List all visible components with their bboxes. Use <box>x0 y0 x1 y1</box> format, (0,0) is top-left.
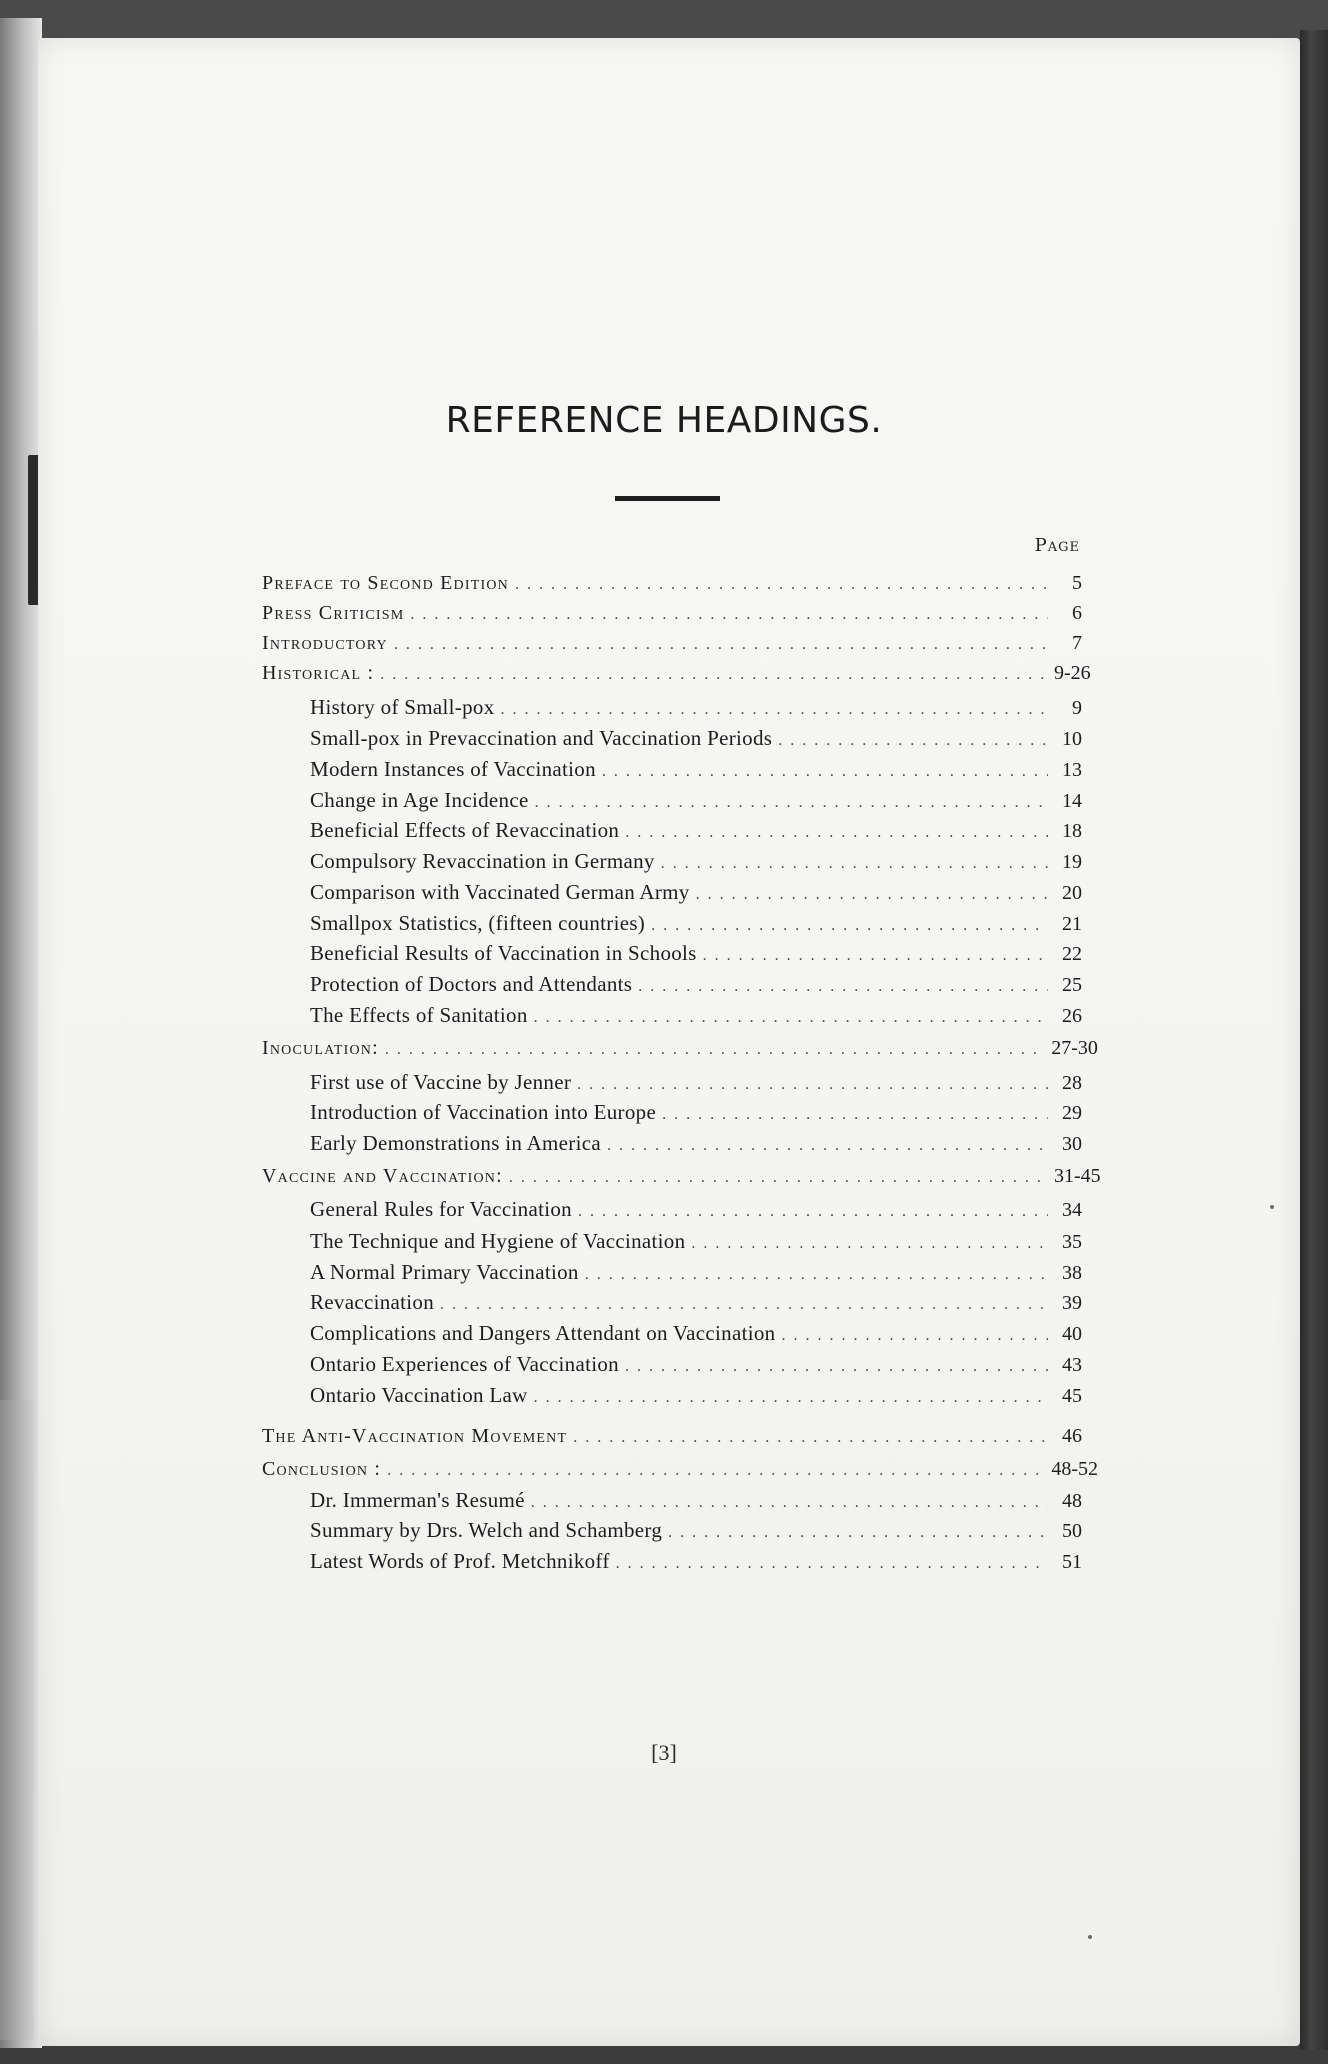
toc-entry-page: 21 <box>1062 913 1082 935</box>
toc-subentry <box>310 941 1082 971</box>
toc-subentry <box>310 1549 1082 1579</box>
toc-subentry <box>310 849 1082 879</box>
toc-entry-page: 30 <box>1062 1133 1082 1155</box>
toc-entry-page: 51 <box>1062 1551 1082 1573</box>
toc-subentry <box>310 1003 1082 1033</box>
toc-entry-title: Beneficial Results of Vaccination in Schools <box>310 941 697 965</box>
toc-entry-page: 27-30 <box>1051 1037 1098 1059</box>
toc-entry-title: Preface to Second Edition <box>262 572 509 594</box>
facing-page-lower-edge <box>0 1400 34 2040</box>
toc-entry-page: 5 <box>1072 572 1082 594</box>
toc-subentry <box>310 1100 1082 1130</box>
toc-entry-title: Ontario Vaccination Law <box>310 1383 528 1407</box>
toc-entry-title: First use of Vaccine by Jenner <box>310 1070 572 1094</box>
toc-entry-page: 35 <box>1062 1231 1082 1253</box>
toc-subentry <box>310 1070 1082 1100</box>
toc-entry-title: Dr. Immerman's Resumé <box>310 1488 525 1512</box>
toc-heading <box>262 1425 1082 1455</box>
dot-leader <box>394 636 1048 654</box>
toc-entry-page: 25 <box>1062 974 1082 996</box>
toc-entry-title: The Effects of Sanitation <box>310 1003 528 1027</box>
dot-leader <box>616 1555 1048 1573</box>
dot-leader <box>703 947 1048 965</box>
dot-leader <box>602 763 1048 781</box>
toc-subentry <box>310 726 1082 756</box>
toc-entry-page: 38 <box>1062 1262 1082 1284</box>
toc-entry-title: Early Demonstrations in America <box>310 1131 601 1155</box>
toc-entry-title: Ontario Experiences of Vaccination <box>310 1352 619 1376</box>
dot-leader <box>662 1106 1048 1124</box>
toc-entry-title: Introduction of Vaccination into Europe <box>310 1100 657 1124</box>
dot-leader <box>625 1358 1048 1376</box>
toc-heading <box>262 1458 1099 1488</box>
toc-entry-page: 50 <box>1062 1520 1082 1542</box>
dot-leader <box>501 701 1049 719</box>
toc-entry-title: The Technique and Hygiene of Vaccination <box>310 1229 686 1253</box>
toc-entry-title: The Anti-Vaccination Movement <box>262 1425 568 1447</box>
dot-leader <box>534 1009 1048 1027</box>
toc-subentry <box>310 911 1082 941</box>
toc-entry-page: 29 <box>1062 1102 1082 1124</box>
dot-leader <box>585 1266 1048 1284</box>
toc-entry-page: 48 <box>1062 1490 1082 1512</box>
toc-entry-page: 6 <box>1072 602 1082 624</box>
toc-entry-page: 46 <box>1062 1425 1082 1447</box>
toc-subentry <box>310 1321 1082 1351</box>
dot-leader <box>385 1041 1045 1059</box>
toc-heading <box>262 632 1082 662</box>
toc-subentry <box>310 880 1082 910</box>
dot-leader <box>668 1524 1048 1542</box>
toc-subentry <box>310 1290 1082 1320</box>
toc-subentry <box>310 1352 1082 1382</box>
toc-entry-title: Latest Words of Prof. Metchnikoff <box>310 1549 610 1573</box>
toc-heading <box>262 1037 1098 1067</box>
toc-subentry <box>310 1131 1082 1161</box>
toc-entry-title: Inoculation: <box>262 1037 379 1059</box>
toc-entry-title: Modern Instances of Vaccination <box>310 757 596 781</box>
page-number: [3] <box>651 1740 677 1765</box>
title-rule <box>615 496 720 501</box>
toc-entry-page: 45 <box>1062 1385 1082 1407</box>
toc-entry-title: Summary by Drs. Welch and Schamberg <box>310 1518 663 1542</box>
dot-leader <box>577 1076 1048 1094</box>
toc-entry-title: Introductory <box>262 632 388 654</box>
toc-subentry <box>310 1383 1082 1413</box>
toc-entry-title: Conclusion : <box>262 1458 382 1480</box>
toc-subentry <box>310 972 1082 1002</box>
dot-leader <box>515 576 1048 594</box>
dot-leader <box>651 917 1048 935</box>
toc-entry-page: 7 <box>1072 632 1082 654</box>
toc-entry-page: 20 <box>1062 882 1082 904</box>
dot-leader <box>535 794 1048 812</box>
toc-entry-title: Compulsory Revaccination in Germany <box>310 849 655 873</box>
dot-leader <box>607 1137 1048 1155</box>
toc-entry-page: 40 <box>1062 1323 1082 1345</box>
toc-entry-page: 34 <box>1062 1199 1082 1221</box>
toc-entry-title: Revaccination <box>310 1290 435 1314</box>
toc-subentry <box>310 1488 1082 1518</box>
paper-speck <box>1088 1935 1092 1939</box>
toc-entry-page: 48-52 <box>1051 1458 1099 1480</box>
toc-heading <box>262 662 1091 692</box>
toc-entry-title: A Normal Primary Vaccination <box>310 1260 579 1284</box>
page-title: REFERENCE HEADINGS. <box>445 400 883 441</box>
dot-leader <box>573 1429 1048 1447</box>
toc-entry-page: 9 <box>1072 697 1082 719</box>
toc-entry-page: 18 <box>1062 820 1082 842</box>
dot-leader <box>410 606 1048 624</box>
toc-entry-page: 13 <box>1062 759 1082 781</box>
toc-subentry <box>310 1518 1082 1548</box>
toc-entry-page: 9-26 <box>1054 662 1091 684</box>
toc-entry-title: Protection of Doctors and Attendants <box>310 972 633 996</box>
dot-leader <box>691 1235 1048 1253</box>
toc-entry-page: 10 <box>1062 728 1082 750</box>
toc-heading <box>262 602 1082 632</box>
dot-leader <box>578 1203 1048 1221</box>
dot-leader <box>781 1327 1048 1345</box>
dot-leader <box>531 1494 1048 1512</box>
toc-entry-page: 22 <box>1062 943 1082 965</box>
dot-leader <box>625 824 1048 842</box>
toc-subentry <box>310 1229 1082 1259</box>
toc-entry-title: Smallpox Statistics, (fifteen countries) <box>310 911 646 935</box>
toc-entry-title: Change in Age Incidence <box>310 788 529 812</box>
toc-subentry <box>310 788 1082 818</box>
dot-leader <box>534 1389 1048 1407</box>
toc-entry-title: Historical : <box>262 662 375 684</box>
toc-entry-page: 26 <box>1062 1005 1082 1027</box>
toc-entry-title: Vaccine and Vaccination: <box>262 1165 503 1187</box>
toc-subentry <box>310 1197 1082 1227</box>
toc-entry-title: Small-pox in Prevaccination and Vaccination Periods <box>310 726 773 750</box>
dot-leader <box>380 666 1048 684</box>
dot-leader <box>696 886 1048 904</box>
toc-subentry <box>310 757 1082 787</box>
dot-leader <box>661 855 1048 873</box>
dot-leader <box>387 1462 1045 1480</box>
toc-entry-page: 14 <box>1062 790 1082 812</box>
toc-entry-title: Beneficial Effects of Revaccination <box>310 818 620 842</box>
toc-entry-title: Complications and Dangers Attendant on Vaccination <box>310 1321 776 1345</box>
toc-heading <box>262 1165 1101 1195</box>
toc-entry-page: 39 <box>1062 1292 1082 1314</box>
toc-entry-page: 28 <box>1062 1072 1082 1094</box>
dot-leader <box>638 978 1048 996</box>
toc-entry-page: 19 <box>1062 851 1082 873</box>
toc-subentry <box>310 695 1082 725</box>
toc-entry-page: 43 <box>1062 1354 1082 1376</box>
paper-speck <box>1270 1205 1274 1209</box>
page-column-label: Page <box>1034 535 1080 556</box>
dot-leader <box>509 1169 1048 1187</box>
toc-entry-page: 31-45 <box>1054 1165 1101 1187</box>
dot-leader <box>778 732 1048 750</box>
toc-subentry <box>310 818 1082 848</box>
toc-entry-title: General Rules for Vaccination <box>310 1197 572 1221</box>
toc-entry-title: Comparison with Vaccinated German Army <box>310 880 690 904</box>
toc-subentry <box>310 1260 1082 1290</box>
dot-leader <box>440 1296 1048 1314</box>
toc-entry-title: Press Criticism <box>262 602 405 624</box>
toc-entry-title: History of Small-pox <box>310 695 495 719</box>
toc-heading <box>262 572 1082 602</box>
